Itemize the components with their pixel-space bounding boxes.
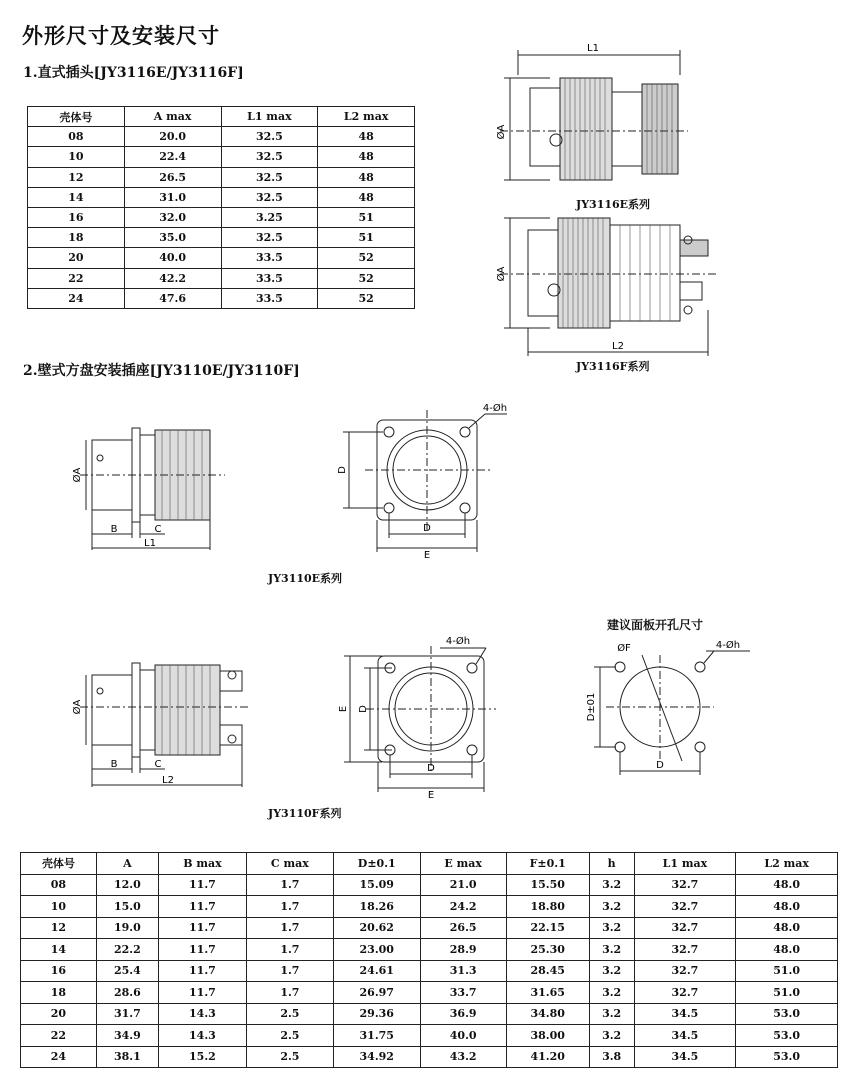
dim-label: B — [110, 759, 118, 770]
table-header: 壳体号 — [28, 107, 125, 127]
table-header: B max — [158, 853, 246, 875]
table-cell: 3.2 — [589, 982, 634, 1004]
dim-label: L1 — [144, 538, 156, 549]
table-cell: 34.5 — [634, 1046, 736, 1068]
jy3110e-caption: JY3110E系列 — [268, 572, 343, 585]
table-cell: 32.7 — [634, 917, 736, 939]
jy3110e-side-drawing — [60, 410, 250, 560]
table-cell: 38.00 — [506, 1025, 589, 1047]
table-cell: 29.36 — [333, 1003, 420, 1025]
table-cell: 48.0 — [736, 939, 838, 961]
table-row — [28, 187, 415, 207]
table-cell: 34.5 — [634, 1025, 736, 1047]
table-row — [28, 268, 415, 288]
table-cell: 31.3 — [420, 960, 506, 982]
table-cell: 34.9 — [96, 1025, 158, 1047]
table-row — [21, 939, 838, 961]
table-cell: 2.5 — [246, 1046, 333, 1068]
table-row — [21, 1025, 838, 1047]
table-cell: 32.7 — [634, 982, 736, 1004]
table-header: h — [589, 853, 634, 875]
page-title: 外形尺寸及安装尺寸 — [22, 24, 220, 48]
table-cell: 15.2 — [158, 1046, 246, 1068]
table-row — [21, 896, 838, 918]
table-cell: 48.0 — [736, 917, 838, 939]
table-cell: 24 — [21, 1046, 97, 1068]
table-cell: 12 — [28, 167, 125, 187]
table-cell: 40.0 — [124, 248, 221, 268]
table-cell: 16 — [28, 207, 125, 227]
table-cell: 24.61 — [333, 960, 420, 982]
table-cell: 32.5 — [221, 228, 318, 248]
table-cell: 28.45 — [506, 960, 589, 982]
table-cell: 15.50 — [506, 874, 589, 896]
table-cell: 08 — [21, 874, 97, 896]
table-cell: 10 — [28, 147, 125, 167]
table-cell: 34.5 — [634, 1003, 736, 1025]
table-cell: 14 — [21, 939, 97, 961]
table-cell: 35.0 — [124, 228, 221, 248]
table-cell: 14 — [28, 187, 125, 207]
table-cell: 51 — [318, 228, 415, 248]
dimension-table-2 — [20, 852, 838, 1068]
dim-label: D — [337, 466, 348, 474]
dim-label: D — [427, 763, 435, 774]
jy3116e-drawing — [490, 40, 690, 200]
table-cell: 20.62 — [333, 917, 420, 939]
panel-cutout-drawing — [580, 635, 760, 785]
table-cell: 26.97 — [333, 982, 420, 1004]
dim-label: 4-Øh — [715, 640, 741, 651]
table-cell: 32.0 — [124, 207, 221, 227]
table-cell: 3.2 — [589, 960, 634, 982]
table-header: L2 max — [736, 853, 838, 875]
table-cell: 31.75 — [333, 1025, 420, 1047]
table-row — [21, 917, 838, 939]
table-header: F±0.1 — [506, 853, 589, 875]
table-cell: 38.1 — [96, 1046, 158, 1068]
table-cell: 24 — [28, 288, 125, 308]
table-cell: 20 — [21, 1003, 97, 1025]
table-cell: 36.9 — [420, 1003, 506, 1025]
table-cell: 10 — [21, 896, 97, 918]
table-cell: 51.0 — [736, 960, 838, 982]
table-cell: 40.0 — [420, 1025, 506, 1047]
table-cell: 34.80 — [506, 1003, 589, 1025]
table-cell: 52 — [318, 248, 415, 268]
table-cell: 16 — [21, 960, 97, 982]
jy3116e-caption: JY3116E系列 — [576, 198, 651, 211]
table-cell: 32.5 — [221, 127, 318, 147]
section2-heading: 2.壁式方盘安装插座[JY3110E/JY3110F] — [23, 363, 300, 379]
table-row — [21, 874, 838, 896]
table-cell: 3.2 — [589, 1025, 634, 1047]
table-cell: 51 — [318, 207, 415, 227]
table-body — [28, 127, 415, 309]
table-header: A max — [124, 107, 221, 127]
table-cell: 22.2 — [96, 939, 158, 961]
table-cell: 53.0 — [736, 1046, 838, 1068]
dim-label: B — [110, 524, 118, 535]
table-cell: 14.3 — [158, 1003, 246, 1025]
table-cell: 12 — [21, 917, 97, 939]
table-cell: 1.7 — [246, 896, 333, 918]
table-row — [28, 228, 415, 248]
dim-label: L1 — [587, 43, 599, 54]
table-header: L1 max — [221, 107, 318, 127]
table-cell: 20.0 — [124, 127, 221, 147]
table-cell: 32.5 — [221, 167, 318, 187]
table-cell: 51.0 — [736, 982, 838, 1004]
table-cell: 3.2 — [589, 896, 634, 918]
table-cell: 48 — [318, 127, 415, 147]
dim-label: E — [427, 790, 435, 801]
table-cell: 18 — [21, 982, 97, 1004]
table-cell: 19.0 — [96, 917, 158, 939]
table-row — [28, 147, 415, 167]
table-cell: 2.5 — [246, 1003, 333, 1025]
jy3110f-caption: JY3110F系列 — [268, 807, 342, 820]
table-cell: 3.2 — [589, 1003, 634, 1025]
table-cell: 23.00 — [333, 939, 420, 961]
table-cell: 14.3 — [158, 1025, 246, 1047]
table-cell: 34.92 — [333, 1046, 420, 1068]
table-header: D±0.1 — [333, 853, 420, 875]
table-cell: 08 — [28, 127, 125, 147]
table-cell: 3.2 — [589, 874, 634, 896]
table-cell: 3.2 — [589, 917, 634, 939]
panel-cutout-title: 建议面板开孔尺寸 — [607, 618, 704, 632]
table-row — [21, 960, 838, 982]
table-cell: 1.7 — [246, 874, 333, 896]
dim-label: 4-Øh — [482, 403, 508, 414]
table-cell: 33.5 — [221, 248, 318, 268]
table-cell: 11.7 — [158, 960, 246, 982]
table-row — [28, 288, 415, 308]
table-cell: 25.4 — [96, 960, 158, 982]
table-header: C max — [246, 853, 333, 875]
table-cell: 18.80 — [506, 896, 589, 918]
table-row — [21, 982, 838, 1004]
table-cell: 48 — [318, 167, 415, 187]
table-cell: 32.7 — [634, 874, 736, 896]
table-cell: 22.4 — [124, 147, 221, 167]
dim-label: E — [338, 705, 349, 713]
table-body — [21, 874, 838, 1068]
dim-label: ØA — [72, 699, 83, 715]
dim-label: D — [656, 760, 664, 771]
dim-label: ØA — [496, 266, 507, 282]
dim-label: D — [423, 523, 431, 534]
table-cell: 21.0 — [420, 874, 506, 896]
table-header: L1 max — [634, 853, 736, 875]
table-cell: 48 — [318, 187, 415, 207]
table-cell: 22.15 — [506, 917, 589, 939]
jy3110f-side-drawing — [60, 645, 260, 795]
table-cell: 22 — [21, 1025, 97, 1047]
table-cell: 33.5 — [221, 288, 318, 308]
table-cell: 32.5 — [221, 187, 318, 207]
table-cell: 52 — [318, 268, 415, 288]
table-row — [21, 1003, 838, 1025]
table-cell: 22 — [28, 268, 125, 288]
dim-label: D — [358, 705, 369, 713]
table-cell: 1.7 — [246, 960, 333, 982]
table-cell: 53.0 — [736, 1025, 838, 1047]
table-cell: 11.7 — [158, 874, 246, 896]
table-header-row — [28, 107, 415, 127]
table-cell: 28.9 — [420, 939, 506, 961]
table-cell: 31.65 — [506, 982, 589, 1004]
table-cell: 48.0 — [736, 896, 838, 918]
dim-label: C — [154, 759, 162, 770]
table-cell: 3.2 — [589, 939, 634, 961]
dim-label: ØA — [72, 467, 83, 483]
table-cell: 26.5 — [124, 167, 221, 187]
dim-label: C — [154, 524, 162, 535]
dim-label: ØA — [496, 124, 507, 140]
table-cell: 3.8 — [589, 1046, 634, 1068]
table-cell: 32.7 — [634, 896, 736, 918]
table-row — [28, 248, 415, 268]
table-cell: 11.7 — [158, 917, 246, 939]
table-cell: 1.7 — [246, 917, 333, 939]
table-cell: 41.20 — [506, 1046, 589, 1068]
table-cell: 26.5 — [420, 917, 506, 939]
table-cell: 32.5 — [221, 147, 318, 167]
table-cell: 15.0 — [96, 896, 158, 918]
table-cell: 1.7 — [246, 982, 333, 1004]
table-cell: 31.0 — [124, 187, 221, 207]
table-cell: 53.0 — [736, 1003, 838, 1025]
table-cell: 31.7 — [96, 1003, 158, 1025]
table-cell: 3.25 — [221, 207, 318, 227]
table-cell: 11.7 — [158, 982, 246, 1004]
table-cell: 25.30 — [506, 939, 589, 961]
table-header: E max — [420, 853, 506, 875]
table-cell: 11.7 — [158, 896, 246, 918]
table-cell: 32.7 — [634, 960, 736, 982]
table-cell: 18.26 — [333, 896, 420, 918]
section1-heading: 1.直式插头[JY3116E/JY3116F] — [23, 65, 244, 81]
jy3110e-front-drawing — [335, 400, 515, 560]
dim-label: ØF — [617, 643, 631, 654]
jy3116f-caption: JY3116F系列 — [576, 360, 650, 373]
table-cell: 11.7 — [158, 939, 246, 961]
table-row — [28, 127, 415, 147]
table-header: A — [96, 853, 158, 875]
table-cell: 15.09 — [333, 874, 420, 896]
table-cell: 18 — [28, 228, 125, 248]
table-cell: 1.7 — [246, 939, 333, 961]
dimension-table-1 — [27, 106, 415, 309]
dim-label: 4-Øh — [445, 636, 471, 647]
jy3116f-drawing — [490, 210, 720, 360]
dim-label: L2 — [162, 775, 174, 786]
table-cell: 32.7 — [634, 939, 736, 961]
table-header: 壳体号 — [21, 853, 97, 875]
table-cell: 2.5 — [246, 1025, 333, 1047]
dim-label: D±01 — [586, 692, 597, 722]
dim-label: L2 — [612, 341, 624, 352]
jy3110f-front-drawing — [330, 630, 510, 800]
table-cell: 33.7 — [420, 982, 506, 1004]
table-cell: 48 — [318, 147, 415, 167]
table-header: L2 max — [318, 107, 415, 127]
dim-label: E — [423, 550, 431, 561]
table-row — [28, 207, 415, 227]
table-row — [21, 1046, 838, 1068]
table-cell: 48.0 — [736, 874, 838, 896]
table-cell: 52 — [318, 288, 415, 308]
table-cell: 28.6 — [96, 982, 158, 1004]
table-cell: 33.5 — [221, 268, 318, 288]
table-cell: 43.2 — [420, 1046, 506, 1068]
table-row — [28, 167, 415, 187]
table-cell: 20 — [28, 248, 125, 268]
table-header-row — [21, 853, 838, 875]
table-cell: 24.2 — [420, 896, 506, 918]
table-cell: 42.2 — [124, 268, 221, 288]
table-cell: 47.6 — [124, 288, 221, 308]
table-cell: 12.0 — [96, 874, 158, 896]
